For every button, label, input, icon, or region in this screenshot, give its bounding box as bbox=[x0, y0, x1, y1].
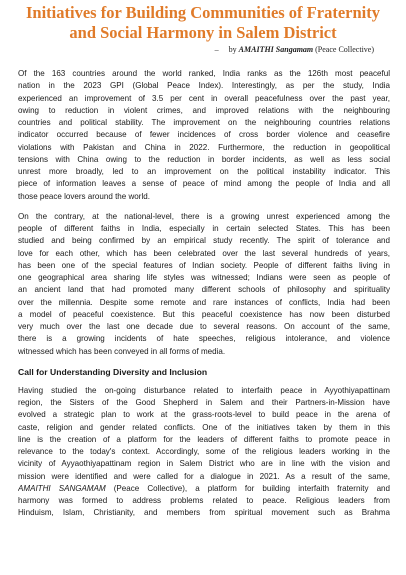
byline-dash: – bbox=[214, 45, 219, 54]
paragraph-line: indicator occurred because of fewer incidences of cross border violence and ceasefire bbox=[18, 130, 390, 140]
section-heading: Call for Understanding Diversity and Inclusion bbox=[18, 366, 208, 377]
paragraph-line: over the millennia. Despite some remote and rare instances of conflicts, India had been bbox=[18, 297, 390, 307]
paragraph-line: there is a growing incidents of hate speeches, religious intolerance, and violence bbox=[18, 334, 390, 344]
paragraph-line: witnessed which has been conveyed in all forms of media. bbox=[18, 346, 226, 356]
paragraph-line: piece of information leaves a sense of peace of mind among the people of India and all bbox=[18, 179, 390, 189]
byline-author: AMAITHI Sangamam bbox=[238, 45, 314, 54]
paragraph-line: violations with Pakistan and China in 2022. Furthermore, the reduction in geopolitical bbox=[18, 142, 390, 152]
paragraph-line: an ancient land that had promoted many different schools of philosophy and spirituality bbox=[18, 285, 390, 295]
paragraph-3 bbox=[18, 385, 390, 520]
byline-prefix: by bbox=[228, 45, 239, 54]
paragraph-line: line is the creation of a platform for the leaders of different faiths to promote peace in bbox=[18, 434, 390, 444]
paragraph-line: unrest more broadly, led to an improvement on the political instability indicator. This bbox=[18, 167, 390, 176]
paragraph-line: nation in the 2023 GPI (Global Peace Index). Interestingly, as per the study, India bbox=[18, 81, 390, 91]
paragraph-line: Hinduism, Islam, Christianity, and members from spiritual movement such as Brahma bbox=[18, 508, 390, 518]
paragraph-line: evolved a strategic plan to work at the grass-roots-level to build peace in the arena of bbox=[18, 410, 390, 420]
paragraph-line: those peace lovers around the world. bbox=[18, 191, 150, 201]
paragraph-line: very much over the last one decade due to several reasons. On account of the same, bbox=[18, 322, 390, 331]
paragraph-1 bbox=[18, 68, 390, 203]
paragraph-line: vicinity of Ayyaothiyapattinam region in Salem District who are in line with the vision and bbox=[18, 459, 390, 469]
title-line-1: Initiatives for Building Communities of Fraternity bbox=[26, 3, 380, 22]
org-name-italic: AMAITHI SANGAMAM bbox=[18, 483, 106, 493]
paragraph-line: On the contrary, at the national-level, there is a growing unrest experienced among the bbox=[18, 211, 390, 221]
paragraph-line: Of the 163 countries around the world ranked, India ranks as the 126th most peaceful bbox=[18, 69, 390, 78]
paragraph-line: has been one of the special features of Indian society. People of different faiths living in bbox=[18, 260, 390, 270]
paragraph-line: studied and being confirmed by an empirical study recently. The spirit of tolerance and bbox=[18, 236, 390, 246]
paragraph-line: experienced an improvement of 3.5 per cent in overall peacefulness over the past year, bbox=[18, 93, 390, 103]
paragraph-line: a model of peaceful coexistence. But this peaceful coexistence has now been disturbed bbox=[18, 309, 390, 319]
paragraph-line: one geographical area sharing life styles was witnessed; Indians were seen as people of bbox=[18, 273, 390, 282]
page-title bbox=[0, 3, 406, 43]
paragraph-line: love for each other, which has been celebrated over the last several hundreds of years, bbox=[18, 248, 390, 258]
paragraph-line: countries and political stability. The improvement on the neighbouring countries relations bbox=[18, 118, 390, 127]
paragraph-line: harmony was formed to address problems related to peace. Religious leaders from bbox=[18, 496, 390, 505]
paragraph-line: region, the Sisters of the Good Shepherd in Salem and their Partners-in-Mission have bbox=[18, 398, 390, 407]
paragraph-line: people of different faiths in India, especially in certain selected States. This has been bbox=[18, 224, 390, 233]
paragraph-line-italic-lead: AMAITHI SANGAMAM (Peace Collective), a platform for building interfaith fraternity and bbox=[18, 483, 390, 493]
title-line-2: and Social Harmony in Salem District bbox=[69, 23, 337, 42]
paragraph-line: mission were identified and were called for a dialogue in 2021. As a result of the same, bbox=[18, 471, 390, 481]
paragraph-line: caste, religion and gender related conflicts. One of the initiatives taken by them in this bbox=[18, 422, 390, 432]
article-body bbox=[18, 68, 390, 520]
paragraph-line: owing to reduction in violent crimes, and improved relations with the neighbouring bbox=[18, 105, 390, 115]
paragraph-line: tensions with China owing to the reduction in border incidents, as well as less social bbox=[18, 154, 390, 164]
byline-suffix: (Peace Collective) bbox=[313, 45, 374, 54]
paragraph-line: relevance to the today's context. Accordingly, some of the religious leaders working in the bbox=[18, 447, 390, 456]
paragraph-line: Having studied the on-going disturbance related to interfaith peace in Ayyothiyapattinam bbox=[18, 385, 390, 395]
byline bbox=[215, 45, 374, 55]
paragraph-2 bbox=[18, 211, 390, 358]
